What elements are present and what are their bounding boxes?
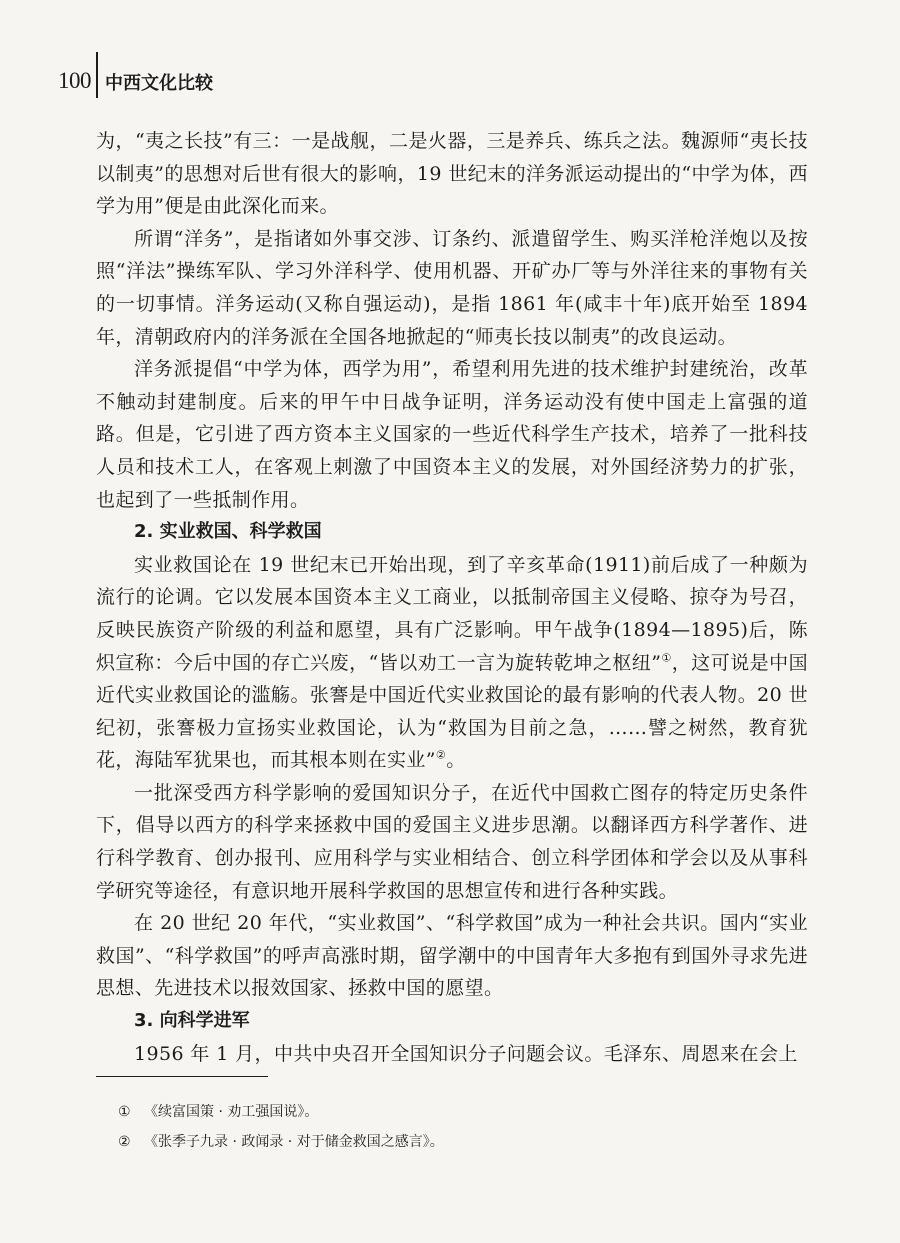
footnote-mark: ①	[118, 1104, 131, 1120]
footnotes	[118, 1097, 798, 1157]
footnote-divider	[96, 1076, 268, 1077]
body-text	[96, 125, 808, 1070]
footnote-1	[118, 1097, 798, 1127]
paragraph-yangwu-definition: 所谓“洋务”，是指诸如外事交涉、订条约、派遣留学生、购买洋枪洋炮以及按照“洋法”操练军队、学习外洋科学、使用机器、开矿办厂等与外洋往来的事物有关的一切事情。洋务运动(又称自强运动)，是指 1861 年(咸丰十年)底开始至 1894 年，清朝政府内的洋务派在全国各地掀起的“师夷长技以制夷”的改良运动。	[96, 227, 808, 348]
section-heading-3: 3. 向科学进军	[134, 1010, 250, 1032]
running-title: 中西文化比较	[105, 73, 213, 94]
paragraph-science-salvation: 一批深受西方科学影响的爱国知识分子，在近代中国救亡图存的特定历史条件下，倡导以西方的科学来拯救中国的爱国主义进步思潮。以翻译西方科学著作、进行科学教育、创办报刊、应用科学与实业相结合、创立科学团体和学会以及从事科学研究等途径，有意识地开展科学救国的思想宣传和进行各种实践。	[96, 781, 808, 902]
footnote-2	[118, 1127, 798, 1157]
paragraph-continued: 为，“夷之长技”有三：一是战舰，二是火器，三是养兵、练兵之法。魏源师“夷长技以制夷”的思想对后世有很大的影响，19 世纪末的洋务派运动提出的“中学为体，西学为用”便是由此深化而来。	[96, 130, 808, 218]
paragraph-1956-conference: 1956 年 1 月，中共中央召开全国知识分子问题会议。毛泽东、周恩来在会上	[134, 1042, 798, 1065]
footnote-mark: ②	[118, 1134, 131, 1150]
paragraph-yangwu-evaluation: 洋务派提倡“中学为体，西学为用”，希望利用先进的技术维护封建统治，改革不触动封建制度。后来的甲午中日战争证明，洋务运动没有使中国走上富强的道路。但是，它引进了西方资本主义国家的一些近代科学生产技术，培养了一批科技人员和技术工人，在客观上刺激了中国资本主义的发展，对外国经济势力的扩张，也起到了一些抵制作用。	[96, 358, 808, 511]
footnote-ref-1: ①	[661, 651, 672, 665]
page-number: 100	[58, 68, 91, 93]
section-heading-2: 2. 实业救国、科学救国	[134, 521, 322, 543]
page-header	[58, 52, 418, 102]
header-divider	[96, 52, 98, 98]
footnote-text: 《张季子九录 · 政闻录 · 对于储金救国之感言》。	[144, 1134, 444, 1150]
paragraph-1920s-consensus: 在 20 世纪 20 年代，“实业救国”、“科学救国”成为一种社会共识。国内“实业救国”、“科学救国”的呼声高涨时期，留学潮中的中国青年大多抱有到国外寻求先进思想、先进技术以报效国家、拯救中国的愿望。	[96, 912, 808, 1000]
footnote-ref-2: ②	[435, 748, 447, 762]
paragraph-text: ，这可说是中国近代实业救国论的滥觞。张謇是中国近代实业救国论的最有影响的代表人物。20 世纪初，张謇极力宣扬实业救国论，认为“救国为目前之急，……譬之树然，教育犹花，海陆军犹果也，而其根本则在实业”	[96, 651, 809, 772]
paragraph-industry-salvation	[96, 549, 808, 777]
paragraph-text: 实业救国论在 19 世纪末已开始出现，到了辛亥革命(1911)前后成了一种颇为流行的论调。它以发展本国资本主义工商业，以抵制帝国主义侵略、掠夺为号召，反映民族资产阶级的利益和愿望，具有广泛影响。甲午战争(1894—1895)后，陈炽宣称：今后中国的存亡兴废，“皆以劝工一言为旋转乾坤之枢纽”	[96, 553, 808, 674]
paragraph-text: 。	[446, 749, 466, 772]
footnote-text: 《续富国策 · 劝工强国说》。	[144, 1104, 319, 1120]
